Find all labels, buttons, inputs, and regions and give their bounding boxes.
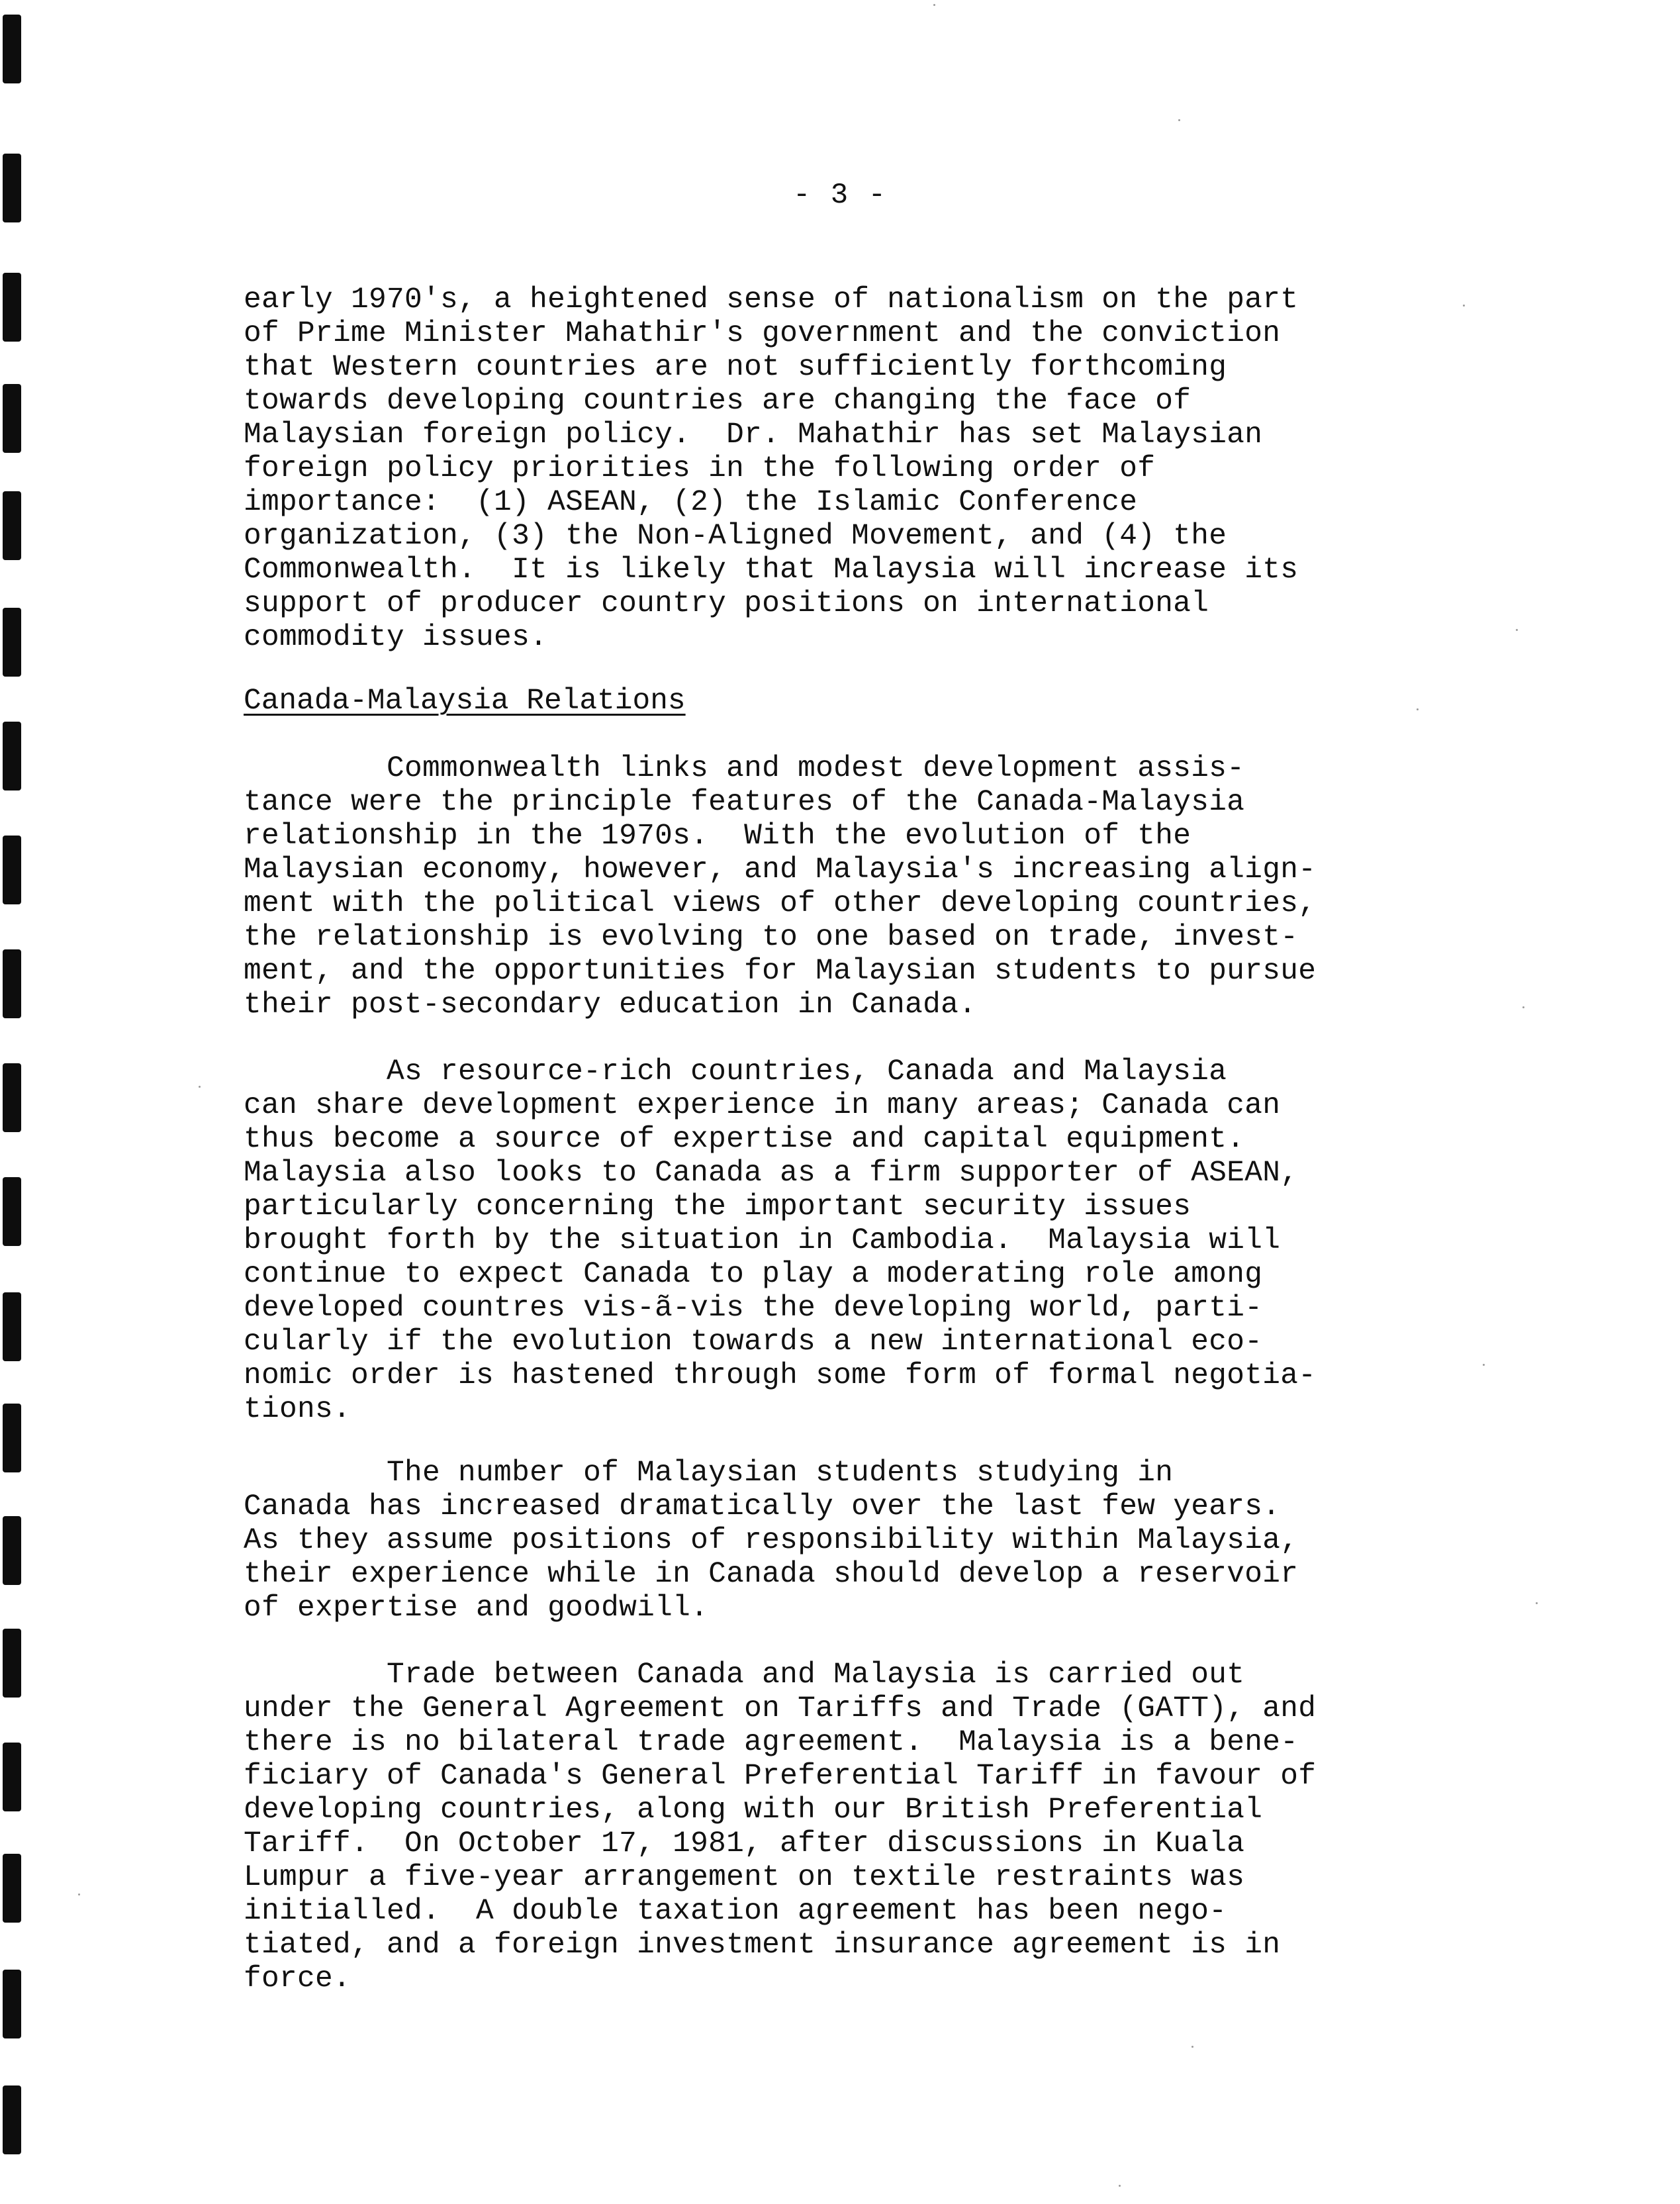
text-line: that Western countries are not sufficiently forthcoming [244,351,1227,384]
scan-speck [1191,2046,1193,2048]
binder-mark [3,949,21,1018]
scan-speck [1417,708,1419,710]
text-line: The number of Malaysian students studying in [244,1457,1174,1490]
text-line: continue to expect Canada to play a moderating role among [244,1258,1263,1291]
text-line: organization, (3) the Non-Aligned Movement, and (4) the [244,520,1227,553]
text-line: importance: (1) ASEAN, (2) the Islamic Conference [244,486,1138,519]
binder-mark [3,1854,21,1923]
text-line: thus become a source of expertise and capital equipment. [244,1123,1245,1156]
binder-hole-marks [0,0,40,2204]
text-line: developed countres vis-ã-vis the developing world, parti- [244,1292,1263,1325]
text-line: force. [244,1962,351,1995]
text-line: particularly concerning the important security issues [244,1190,1191,1223]
binder-mark [3,836,21,904]
text-line: can share development experience in many areas; Canada can [244,1089,1281,1122]
binder-mark [3,1177,21,1246]
text-line: Malaysia also looks to Canada as a firm supporter of ASEAN, [244,1157,1299,1190]
text-line: ment, and the opportunities for Malaysian students to pursue [244,955,1317,988]
binder-mark [3,1516,21,1585]
text-line: their post-secondary education in Canada. [244,988,977,1022]
text-line: the relationship is evolving to one based on trade, invest- [244,921,1299,954]
binder-mark [3,491,21,560]
text-line: early 1970's, a heightened sense of nationalism on the part [244,283,1299,316]
text-line: of expertise and goodwill. [244,1592,709,1625]
text-line: brought forth by the situation in Cambodia. Malaysia will [244,1224,1281,1257]
text-line: ment with the political views of other developing countries, [244,887,1317,920]
binder-mark [3,1743,21,1811]
page-number: - 3 - [792,179,888,212]
binder-mark [3,2085,21,2154]
text-line: towards developing countries are changing the face of [244,385,1191,418]
binder-mark [3,15,21,83]
text-line: relationship in the 1970s. With the evolution of the [244,820,1191,853]
text-line: Canada has increased dramatically over the last few years. [244,1490,1281,1523]
text-line: initialled. A double taxation agreement has been nego- [244,1895,1227,1928]
scan-speck [1178,119,1180,121]
text-line: nomic order is hastened through some form of formal negotia- [244,1359,1317,1392]
text-line: developing countries, along with our British Preferential [244,1794,1263,1827]
text-line: tance were the principle features of the Canada-Malaysia [244,786,1245,819]
scan-speck [1483,1364,1485,1366]
text-line: As resource-rich countries, Canada and Malaysia [244,1055,1227,1088]
binder-mark [3,1970,21,2038]
paragraph-resource-rich [244,1055,1455,1427]
text-line: under the General Agreement on Tariffs and Trade (GATT), and [244,1692,1317,1725]
paragraph-trade [244,1658,1455,1996]
text-line: there is no bilateral trade agreement. Malaysia is a bene- [244,1726,1299,1759]
text-line: Commonwealth. It is likely that Malaysia will increase its [244,553,1299,587]
scan-speck [1516,629,1518,631]
binder-mark [3,1629,21,1698]
text-line: As they assume positions of responsibility within Malaysia, [244,1524,1299,1557]
paragraph-students [244,1457,1455,1625]
text-line: Commonwealth links and modest development assis- [244,752,1245,785]
scan-speck [933,4,935,6]
paragraph-commonwealth-links [244,752,1455,1022]
binder-mark [3,1292,21,1361]
intro-paragraph [244,283,1455,655]
binder-mark [3,608,21,677]
text-line: Trade between Canada and Malaysia is carried out [244,1658,1245,1692]
binder-mark [3,273,21,342]
text-line: cularly if the evolution towards a new international eco- [244,1325,1263,1359]
text-line: support of producer country positions on international [244,587,1209,620]
text-line: ficiary of Canada's General Preferential Tariff in favour of [244,1760,1317,1793]
scan-speck [1463,305,1465,307]
scan-speck [78,1893,80,1895]
section-heading: Canada-Malaysia Relations [244,685,686,718]
binder-mark [3,1063,21,1132]
text-line: foreign policy priorities in the following order of [244,452,1156,485]
scan-speck [1119,2185,1121,2187]
scan-speck [1522,1006,1524,1008]
text-line: tions. [244,1393,351,1426]
text-line: of Prime Minister Mahathir's government and the conviction [244,317,1281,350]
text-line: Tariff. On October 17, 1981, after discussions in Kuala [244,1827,1245,1860]
binder-mark [3,722,21,791]
text-line: Malaysian economy, however, and Malaysia's increasing align- [244,853,1317,886]
binder-mark [3,384,21,453]
binder-mark [3,1404,21,1472]
scan-speck [1536,1602,1538,1604]
text-line: commodity issues. [244,621,548,654]
text-line: Malaysian foreign policy. Dr. Mahathir has set Malaysian [244,418,1263,452]
text-line: their experience while in Canada should develop a reservoir [244,1558,1299,1591]
text-line: Lumpur a five-year arrangement on textile restraints was [244,1861,1245,1894]
scan-speck [199,1086,201,1088]
text-line: tiated, and a foreign investment insurance agreement is in [244,1929,1281,1962]
